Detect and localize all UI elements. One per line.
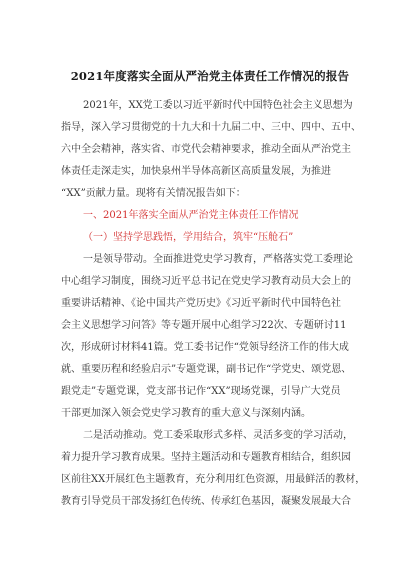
paragraph-line: 跟党走”专题党课，党支部书记作“XX”现场党课，引导广大党员 <box>61 386 341 397</box>
paragraph-line: 重要讲话精神、《论中国共产党历史》《习近平新时代中国特色社 <box>61 298 341 309</box>
paragraph-line: 一是领导带动。全面推进党史学习教育，严格落实党工委理论 <box>83 254 353 265</box>
paragraph-line: 中心组学习制度，围绕习近平总书记在党史学习教育动员大会上的 <box>61 276 351 287</box>
paragraph-line: “XX”贡献力量。现将有关情况报告如下： <box>61 188 246 199</box>
paragraph-line: 2021年，XX党工委以习近平新时代中国特色社会主义思想为 <box>83 100 353 111</box>
paragraph-line: 六中全会精神，落实省、市党代会精神要求，推动全面从严治党主 <box>61 144 351 155</box>
section-heading: 一、2021年落实全面从严治党主体责任工作情况 <box>83 210 299 221</box>
paragraph-line: 体责任走深走实，加快泉州半导体高新区高质量发展，为推进 <box>61 166 331 177</box>
paragraph-line: 就、重要历程和经验启示”专题党课，副书记作“学党史、颂党恩、 <box>61 364 352 375</box>
paragraph-line: 教育引导党员干部发扬红色传统、传承红色基因，凝聚发展最大合 <box>61 496 351 507</box>
paragraph-line: 指导，深入学习贯彻党的十九大和十九届二中、三中、四中、五中、 <box>61 122 361 133</box>
subsection-heading: （一）坚持学思践悟，学用结合，筑牢“压舱石” <box>83 232 294 243</box>
paragraph-line: 次，形成研讨材料41篇。党工委书记作“党领导经济工作的伟大成 <box>61 342 349 353</box>
paragraph-line: 二是活动推动。党工委采取形式多样、灵活多变的学习活动， <box>83 430 353 441</box>
paragraph-line: 干部更加深入领会党史学习教育的重大意义与深刻内涵。 <box>61 408 311 419</box>
paragraph-line: 着力提升学习教育成果。坚持主题活动和专题教育相结合，组织园 <box>61 452 351 463</box>
paragraph-line: 区前往XX开展红色主题教育，充分利用红色资源，用最鲜活的教材， <box>61 474 366 485</box>
document-title: 2021年度落实全面从严治党主体责任工作情况的报告 <box>70 69 350 83</box>
paragraph-line: 会主义思想学习问答》等专题开展中心组学习22次、专题研讨11 <box>61 320 347 331</box>
